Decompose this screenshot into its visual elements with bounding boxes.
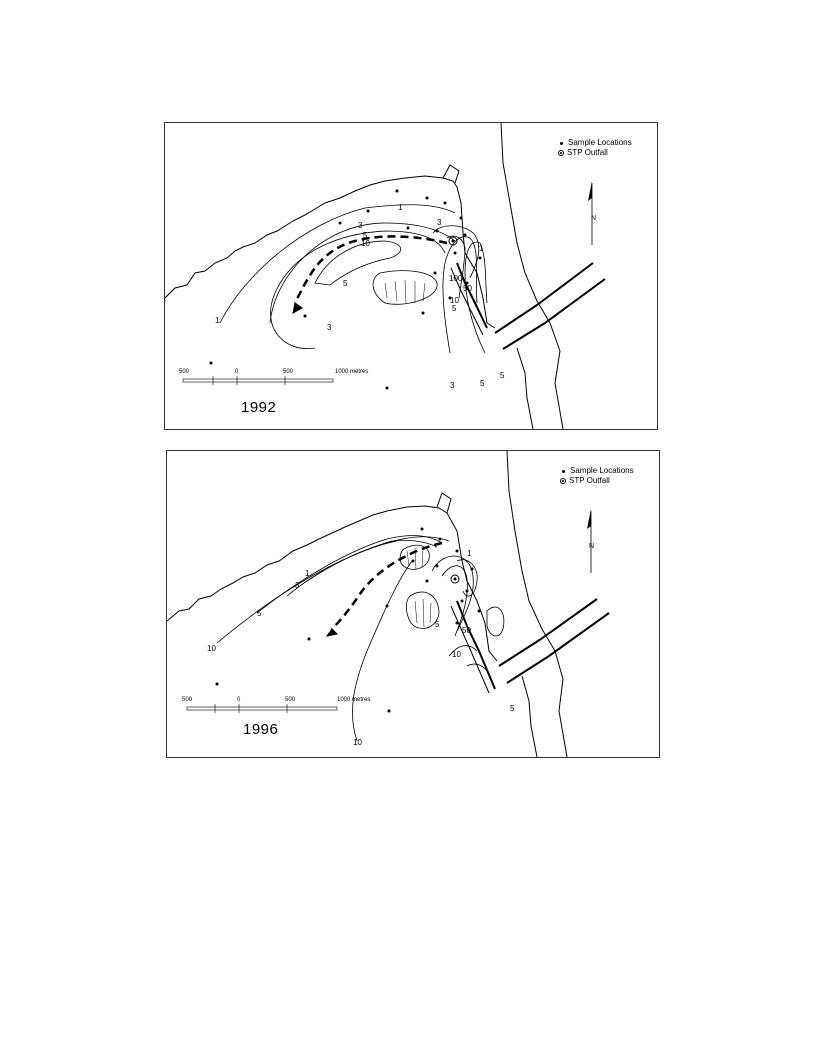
contour-label: 3 bbox=[327, 323, 332, 332]
scale-bar bbox=[183, 376, 333, 385]
outfall-icon bbox=[558, 150, 564, 156]
sample-location-icon bbox=[560, 142, 563, 145]
contour-label: 10 bbox=[361, 239, 370, 248]
contour-label: 10 bbox=[353, 738, 362, 747]
scale-bar bbox=[187, 704, 337, 713]
contour-label: 1 bbox=[467, 549, 472, 558]
north-arrow-icon bbox=[588, 181, 592, 245]
scale-label-zero: 0 bbox=[235, 369, 239, 375]
map-1992-drawing bbox=[165, 123, 657, 429]
coastline bbox=[167, 506, 447, 621]
contour-label: 3 bbox=[450, 381, 455, 390]
river-bank-west bbox=[517, 348, 533, 429]
scale-label-right: 1000 metres bbox=[335, 369, 369, 375]
contour-label: 50 bbox=[462, 626, 471, 635]
contour-label: 5 bbox=[363, 231, 368, 240]
legend-stp-outfall: STP Outfall bbox=[569, 476, 610, 485]
scale-label-mid: 500 bbox=[283, 369, 294, 375]
breakwater bbox=[437, 493, 451, 513]
contour-label: 10 bbox=[452, 650, 461, 659]
scale-label-right: 1000 metres bbox=[337, 697, 371, 703]
contour-label: 5 bbox=[257, 609, 262, 618]
jetty-south bbox=[507, 613, 609, 683]
contour-label: 1 bbox=[215, 316, 220, 325]
contour-label: 50 bbox=[463, 284, 472, 293]
contour-label: 5 bbox=[510, 704, 515, 713]
sample-points bbox=[216, 528, 481, 713]
contour-labels bbox=[207, 549, 515, 747]
sample-location-icon bbox=[562, 470, 565, 473]
contour-label: 10 bbox=[207, 644, 216, 653]
contour-label: 5 bbox=[343, 279, 348, 288]
legend-stp-outfall: STP Outfall bbox=[567, 148, 608, 157]
river-bank-west bbox=[522, 676, 537, 757]
scale-label-zero: 0 bbox=[237, 697, 241, 703]
contour-label: 3 bbox=[358, 221, 363, 230]
map-1996-drawing bbox=[167, 451, 659, 757]
flow-arrow bbox=[295, 236, 447, 303]
harbour-shore bbox=[447, 513, 497, 661]
contour-label: 5 bbox=[435, 620, 440, 629]
legend-sample-locations: Sample Locations bbox=[568, 138, 632, 147]
contour-label: 5 bbox=[480, 379, 485, 388]
contour-labels bbox=[215, 203, 505, 390]
contour-label: 5 bbox=[452, 304, 457, 313]
flow-arrow bbox=[332, 543, 442, 629]
coastline bbox=[165, 176, 457, 298]
legend bbox=[558, 138, 632, 158]
north-label: N bbox=[591, 215, 597, 222]
jetty-south bbox=[503, 279, 605, 349]
scale-label-left: 500 bbox=[182, 697, 193, 703]
legend bbox=[560, 466, 634, 486]
contour-label: 10 bbox=[450, 296, 459, 305]
year-label: 1992 bbox=[241, 399, 277, 416]
scale-label-mid: 500 bbox=[285, 697, 296, 703]
contour-label: 1 bbox=[305, 569, 310, 578]
north-arrow-icon bbox=[587, 509, 591, 573]
year-label: 1996 bbox=[243, 721, 279, 738]
scale-label-left: 500 bbox=[179, 369, 190, 375]
contour-label: 100 bbox=[449, 274, 463, 283]
legend-sample-locations: Sample Locations bbox=[570, 466, 634, 475]
map-panel-1992 bbox=[164, 122, 658, 430]
contour-label: 1 bbox=[398, 203, 403, 212]
river-bank bbox=[507, 451, 567, 757]
contour-label: 3 bbox=[437, 218, 442, 227]
river-bank bbox=[501, 123, 563, 429]
outfall-icon bbox=[560, 478, 566, 484]
north-label: N bbox=[589, 543, 595, 550]
contour-label: 1 bbox=[479, 244, 484, 253]
contour-label: 5 bbox=[500, 371, 505, 380]
contour-label: 3 bbox=[295, 581, 300, 590]
map-panel-1996 bbox=[166, 450, 660, 758]
